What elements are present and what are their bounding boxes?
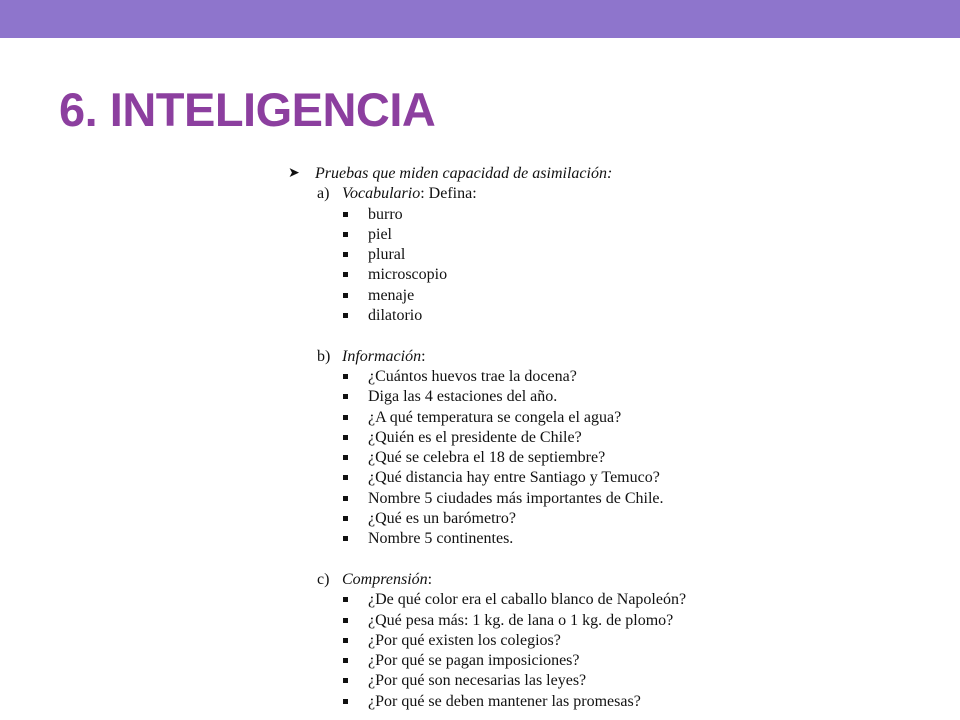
list-item-text: plural <box>368 246 406 264</box>
list-item-text: ¿Qué distancia hay entre Santiago y Temuco? <box>368 469 660 487</box>
document-image <box>288 164 948 712</box>
square-bullet-icon <box>343 415 348 420</box>
section-name: Vocabulario <box>342 185 421 203</box>
section-name: Comprensión <box>342 570 428 588</box>
list-item-text: Nombre 5 ciudades más importantes de Chile. <box>368 489 664 507</box>
list-item-text: ¿Cuántos huevos trae la docena? <box>368 367 577 385</box>
square-bullet-icon <box>343 699 348 704</box>
list-item-text: ¿De qué color era el caballo blanco de Napoleón? <box>368 591 687 609</box>
list-item <box>288 225 948 245</box>
square-bullet-icon <box>343 638 348 643</box>
list-item <box>288 428 948 448</box>
list-item-text: Nombre 5 continentes. <box>368 530 514 548</box>
lead-text: Pruebas que miden capacidad de asimilación: <box>315 165 613 182</box>
list-item-text: piel <box>368 225 392 243</box>
sections-container <box>288 184 948 712</box>
section-title <box>342 570 432 590</box>
list-item-text: burro <box>368 205 403 223</box>
section-suffix: : Defina: <box>420 185 477 203</box>
square-bullet-icon <box>343 678 348 683</box>
top-accent-bar <box>0 0 960 38</box>
list-item-text: ¿Por qué se pagan imposiciones? <box>368 652 580 670</box>
section-gap <box>288 550 948 570</box>
list-item <box>288 590 948 610</box>
section-title <box>342 347 426 367</box>
list-item <box>288 408 948 428</box>
square-bullet-icon <box>343 394 348 399</box>
square-bullet-icon <box>343 536 348 541</box>
arrow-bullet-icon: ➤ <box>288 166 300 181</box>
square-bullet-icon <box>343 658 348 663</box>
square-bullet-icon <box>343 293 348 298</box>
list-item-text: ¿A qué temperatura se congela el agua? <box>368 408 622 426</box>
section-suffix: : <box>427 570 433 588</box>
list-item-text: menaje <box>368 286 415 304</box>
square-bullet-icon <box>343 313 348 318</box>
list-item-text: dilatorio <box>368 307 423 325</box>
square-bullet-icon <box>343 374 348 379</box>
slide-title: 6. INTELIGENCIA <box>59 83 436 136</box>
list-item-text: ¿Por qué son necesarias las leyes? <box>368 672 587 690</box>
section-heading <box>288 184 948 204</box>
section-heading <box>288 347 948 367</box>
list-item <box>288 529 948 549</box>
list-item <box>288 265 948 285</box>
section-letter: a) <box>317 185 330 203</box>
section-letter: b) <box>317 347 331 365</box>
list-item-text: ¿Por qué se deben mantener las promesas? <box>368 692 641 710</box>
square-bullet-icon <box>343 455 348 460</box>
list-item <box>288 692 948 712</box>
section-letter: c) <box>317 570 330 588</box>
list-item <box>288 611 948 631</box>
section-heading <box>288 570 948 590</box>
square-bullet-icon <box>343 516 348 521</box>
square-bullet-icon <box>343 232 348 237</box>
section-gap <box>288 326 948 346</box>
list-item-text: ¿Qué se celebra el 18 de septiembre? <box>368 449 606 467</box>
list-item <box>288 286 948 306</box>
list-item-text: Diga las 4 estaciones del año. <box>368 388 558 406</box>
section-suffix: : <box>421 347 426 365</box>
list-item <box>288 651 948 671</box>
list-item <box>288 367 948 387</box>
section-name: Información <box>342 347 422 365</box>
list-item <box>288 468 948 488</box>
list-item <box>288 245 948 265</box>
list-item <box>288 489 948 509</box>
list-item-text: microscopio <box>368 266 448 284</box>
square-bullet-icon <box>343 212 348 217</box>
list-item-text: ¿Qué es un barómetro? <box>368 510 516 528</box>
list-item <box>288 671 948 691</box>
square-bullet-icon <box>343 597 348 602</box>
list-item-text: ¿Qué pesa más: 1 kg. de lana o 1 kg. de plomo? <box>368 611 674 629</box>
list-item <box>288 448 948 468</box>
square-bullet-icon <box>343 272 348 277</box>
list-item-text: ¿Por qué existen los colegios? <box>368 631 561 649</box>
list-item <box>288 387 948 407</box>
square-bullet-icon <box>343 252 348 257</box>
list-item <box>288 631 948 651</box>
square-bullet-icon <box>343 475 348 480</box>
list-item-text: ¿Quién es el presidente de Chile? <box>368 428 582 446</box>
lead-line <box>288 164 948 184</box>
square-bullet-icon <box>343 435 348 440</box>
square-bullet-icon <box>343 496 348 501</box>
list-item <box>288 205 948 225</box>
list-item <box>288 509 948 529</box>
section-title <box>342 184 477 204</box>
list-item <box>288 306 948 326</box>
square-bullet-icon <box>343 618 348 623</box>
